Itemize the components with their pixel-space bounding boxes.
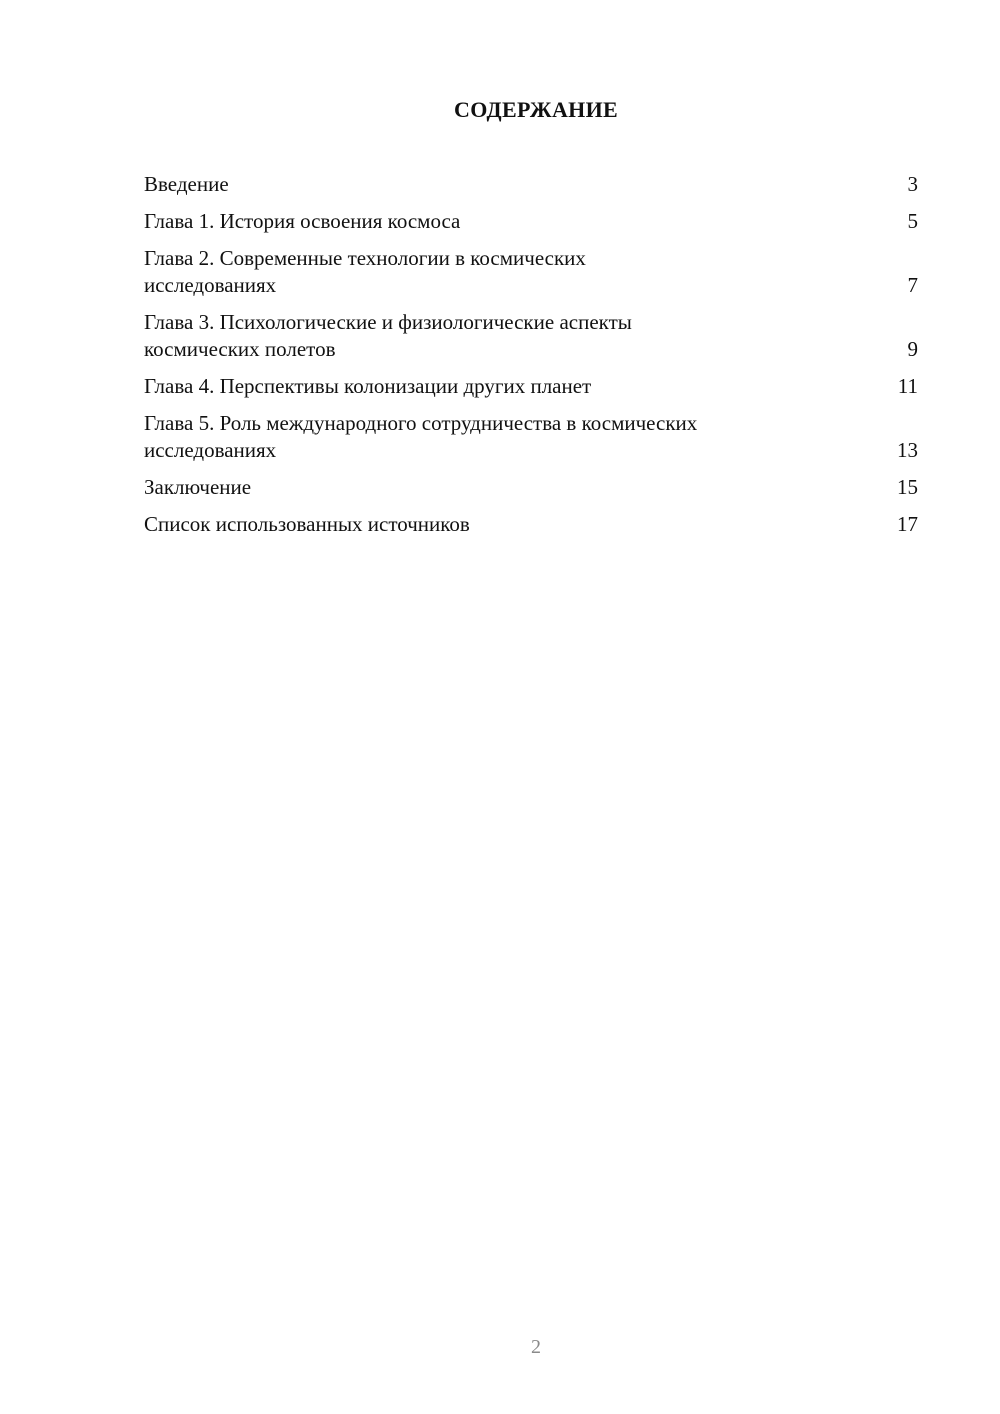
toc-entry-title: Глава 2. Современные технологии в космических исследованиях <box>144 246 586 297</box>
toc-entry-title: Введение <box>144 172 229 196</box>
toc-entry-chapter-2 <box>144 245 918 299</box>
toc-entry-page: 11 <box>897 374 918 398</box>
toc-entry-title: Глава 5. Роль международного сотрудничества в космических исследованиях <box>144 411 698 462</box>
toc-entry-page: 17 <box>897 512 918 536</box>
toc-entry-page: 3 <box>907 172 918 196</box>
table-of-contents <box>144 171 918 548</box>
toc-entry-page: 5 <box>907 209 918 233</box>
toc-entry-chapter-3 <box>144 309 918 363</box>
toc-heading: СОДЕРЖАНИЕ <box>454 97 618 122</box>
toc-entry-conclusion <box>144 474 918 501</box>
toc-entry-chapter-4 <box>144 373 918 400</box>
toc-entry-title: Глава 3. Психологические и физиологические аспекты космических полетов <box>144 310 632 361</box>
toc-entry-page: 9 <box>907 337 918 361</box>
toc-entry-page: 13 <box>897 438 918 462</box>
toc-entry-title: Глава 4. Перспективы колонизации других планет <box>144 374 592 398</box>
toc-entry-title: Список использованных источников <box>144 512 470 536</box>
toc-entry-page: 15 <box>897 475 918 499</box>
toc-entry-page: 7 <box>907 273 918 297</box>
toc-entry-introduction <box>144 171 918 198</box>
toc-entry-references <box>144 511 918 538</box>
toc-entry-title: Заключение <box>144 475 252 499</box>
page-number: 2 <box>531 1336 541 1358</box>
toc-entry-chapter-5 <box>144 410 918 464</box>
toc-entry-title: Глава 1. История освоения космоса <box>144 209 461 233</box>
toc-entry-chapter-1 <box>144 208 918 235</box>
